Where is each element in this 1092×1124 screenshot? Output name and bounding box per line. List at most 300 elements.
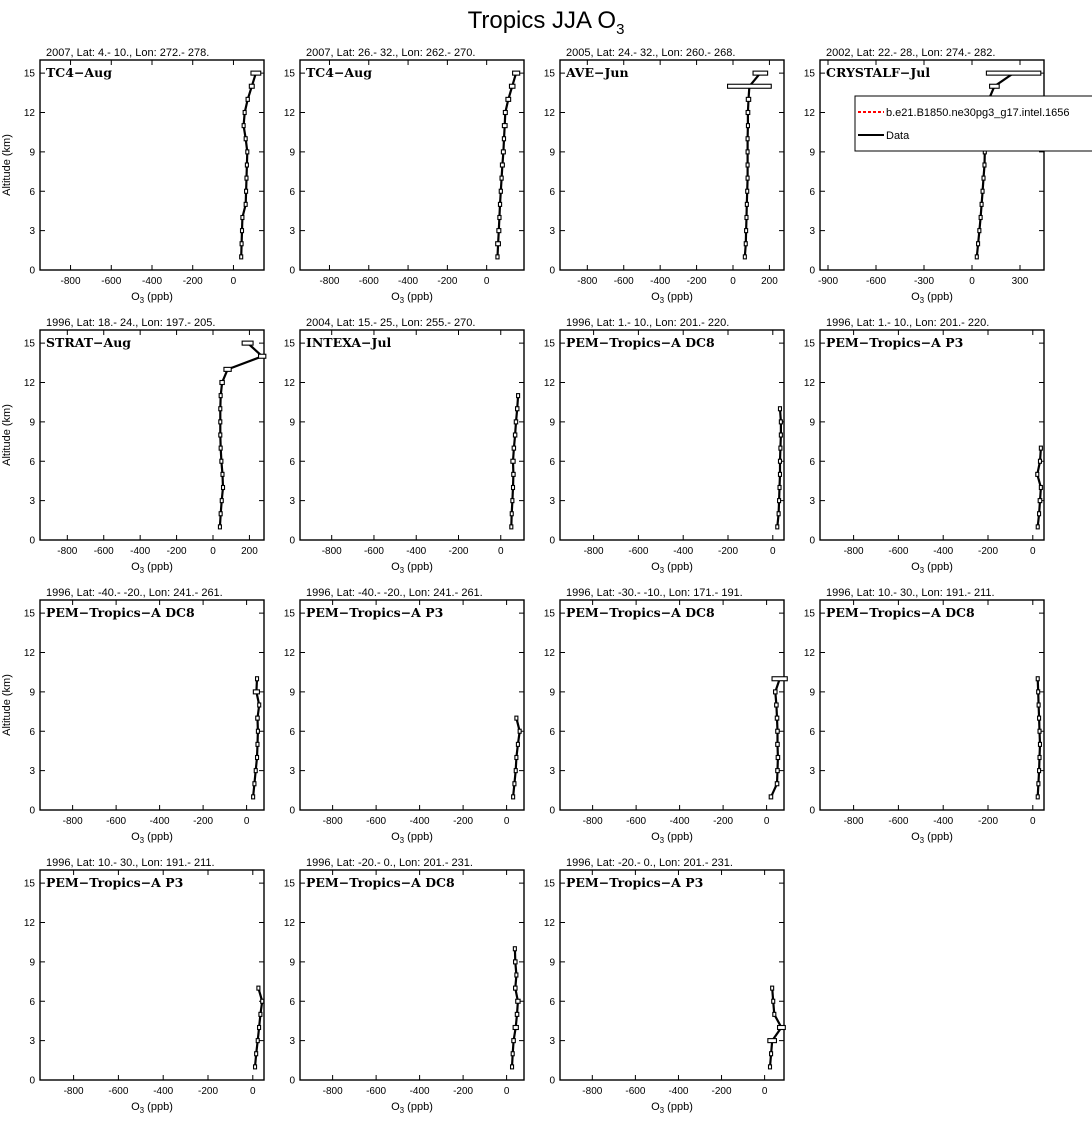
data-error-box (220, 499, 223, 503)
x-tick-label: 0 (1030, 546, 1036, 557)
y-tick-label: 3 (29, 766, 35, 778)
x-axis-title-subscript: 3 (139, 566, 145, 575)
x-axis-title (391, 291, 433, 305)
y-tick-label: 12 (23, 378, 35, 389)
y-tick-label: 0 (549, 535, 555, 547)
data-error-box (254, 769, 257, 773)
data-error-box (512, 486, 515, 490)
y-tick-label: 12 (543, 918, 555, 929)
y-tick-label: 0 (289, 805, 295, 817)
x-axis-title (911, 291, 953, 305)
x-axis-title (911, 831, 953, 845)
x-tick-label: -800 (62, 816, 83, 827)
data-error-box (219, 446, 222, 450)
x-tick-label: -200 (166, 546, 187, 557)
y-tick-label: 6 (549, 996, 555, 1008)
data-error-box (509, 84, 515, 88)
panel-3 (544, 47, 784, 305)
data-error-box (511, 1052, 514, 1056)
y-tick-label: 9 (289, 147, 295, 159)
x-tick-label: -800 (63, 1086, 84, 1097)
y-tick-label: 12 (283, 648, 295, 659)
x-axis-title-subscript: 3 (139, 1106, 145, 1115)
panel-2 (284, 47, 524, 305)
panel-13 (24, 857, 264, 1115)
data-error-box (779, 446, 782, 450)
y-tick-label: 6 (289, 186, 295, 198)
x-tick-label: -200 (182, 276, 203, 287)
x-tick-label: -800 (57, 546, 78, 557)
data-error-box (219, 433, 222, 437)
x-tick-label: -400 (673, 546, 694, 557)
x-axis-title-o: O (911, 291, 920, 303)
x-tick-label: -400 (650, 276, 671, 287)
x-axis-title-o: O (911, 561, 920, 573)
y-tick-label: 15 (543, 338, 555, 350)
data-error-box (219, 407, 222, 411)
panel-header: 1996, Lat: 10.- 30., Lon: 191.- 211. (46, 857, 215, 869)
data-error-box (977, 242, 980, 246)
data-error-box (240, 255, 243, 259)
data-error-box (1038, 459, 1041, 463)
y-tick-label: 6 (549, 456, 555, 468)
panel-header: 2007, Lat: 4.- 10., Lon: 272.- 278. (46, 47, 210, 59)
x-axis-title-o: O (131, 1101, 140, 1113)
data-error-box (244, 202, 247, 206)
data-error-box (251, 71, 261, 75)
data-error-box (983, 163, 986, 167)
y-tick-label: 12 (543, 108, 555, 119)
data-error-box (513, 71, 520, 75)
panel-header: 1996, Lat: 1.- 10., Lon: 201.- 220. (826, 317, 990, 329)
data-error-box (773, 1012, 776, 1016)
y-tick-label: 0 (29, 1075, 35, 1087)
data-error-box (256, 756, 259, 760)
data-error-box (512, 795, 515, 799)
y-tick-label: 15 (543, 68, 555, 80)
x-tick-label: -600 (101, 276, 122, 287)
panel-header: 1996, Lat: 18.- 24., Lon: 197.- 205. (46, 317, 216, 329)
x-tick-label: -800 (843, 546, 864, 557)
x-axis-title-subscript: 3 (919, 296, 925, 305)
data-error-box (746, 163, 749, 167)
data-error-box (728, 84, 772, 88)
x-axis-title (651, 291, 693, 305)
x-axis-title-o: O (651, 291, 660, 303)
data-error-box (220, 459, 223, 463)
x-axis-title-subscript: 3 (139, 836, 145, 845)
x-tick-label: 0 (770, 546, 776, 557)
x-tick-label: -600 (366, 816, 387, 827)
data-error-box (500, 163, 504, 167)
x-axis-title-units: (ppb) (664, 561, 693, 573)
panel-header: 1996, Lat: 10.- 30., Lon: 191.- 211. (826, 587, 995, 599)
x-axis-title-units: (ppb) (664, 1101, 693, 1113)
x-axis-title-subscript: 3 (399, 566, 405, 575)
data-error-box (1036, 472, 1039, 476)
y-tick-label: 3 (289, 766, 295, 778)
data-error-box (510, 512, 513, 516)
plot-frame (560, 870, 784, 1080)
data-error-box (1038, 512, 1041, 516)
panel-10 (284, 587, 524, 845)
data-error-box (221, 472, 224, 476)
y-tick-label: 9 (289, 687, 295, 699)
data-error-box (242, 341, 253, 345)
y-tick-label: 15 (23, 608, 35, 620)
y-tick-label: 0 (549, 805, 555, 817)
y-tick-label: 0 (809, 265, 815, 277)
y-tick-label: 15 (283, 878, 295, 890)
y-tick-label: 3 (809, 496, 815, 508)
data-error-box (498, 216, 501, 220)
data-error-box (770, 1052, 773, 1056)
data-profile-line (777, 409, 781, 527)
x-tick-label: -200 (453, 816, 474, 827)
panel-15 (544, 857, 785, 1115)
y-tick-label: 6 (809, 186, 815, 198)
data-error-box (776, 742, 779, 746)
x-tick-label: -400 (149, 816, 170, 827)
panel-12 (804, 587, 1044, 845)
plot-frame (820, 330, 1044, 540)
x-tick-label: -800 (322, 1086, 343, 1097)
data-error-box (778, 499, 781, 503)
campaign-label: TC4−Aug (46, 65, 112, 80)
y-tick-label: 9 (29, 147, 35, 159)
x-tick-label: -400 (409, 1086, 430, 1097)
x-axis-title-o: O (131, 561, 140, 573)
y-tick-label: 6 (29, 186, 35, 198)
panel-header: 2007, Lat: 26.- 32., Lon: 262.- 270. (306, 47, 476, 59)
data-error-box (1038, 729, 1041, 733)
data-error-box (975, 255, 978, 259)
x-tick-label: -600 (628, 546, 649, 557)
data-error-box (253, 690, 259, 694)
data-error-box (746, 137, 749, 141)
data-error-box (778, 472, 781, 476)
y-tick-label: 0 (29, 805, 35, 817)
panel-header: 1996, Lat: -40.- -20., Lon: 241.- 261. (46, 587, 223, 599)
data-error-box (514, 960, 517, 964)
y-tick-label: 9 (289, 417, 295, 429)
x-tick-label: -400 (141, 276, 163, 287)
data-error-box (496, 242, 501, 246)
data-error-box (1038, 769, 1041, 773)
data-error-box (244, 137, 247, 141)
x-axis-title-units: (ppb) (144, 561, 173, 573)
data-error-box (219, 420, 222, 424)
data-error-box (779, 433, 782, 437)
x-tick-label: -600 (358, 276, 379, 287)
y-tick-label: 12 (283, 108, 295, 119)
x-axis-title-subscript: 3 (139, 296, 145, 305)
y-tick-label: 3 (549, 496, 555, 508)
y-tick-label: 9 (809, 687, 815, 699)
panel-5 (1, 317, 266, 575)
y-tick-label: 6 (29, 456, 35, 468)
data-error-box (241, 216, 244, 220)
x-axis-title-units: (ppb) (404, 561, 433, 573)
data-error-box (774, 690, 777, 694)
x-tick-label: -200 (711, 1086, 732, 1097)
x-tick-label: -200 (437, 276, 458, 287)
data-error-box (745, 229, 748, 233)
x-tick-label: -600 (93, 546, 114, 557)
y-tick-label: 6 (809, 456, 815, 468)
data-error-box (515, 756, 518, 760)
data-error-box (516, 742, 519, 746)
y-tick-label: 15 (283, 608, 295, 620)
data-profile-line (1038, 679, 1040, 797)
data-profile-line (512, 949, 518, 1067)
data-error-box (506, 97, 511, 101)
panel-11 (544, 587, 787, 845)
x-tick-label: -600 (888, 546, 909, 557)
data-error-box (746, 111, 750, 115)
data-error-box (1038, 499, 1042, 503)
x-tick-label: -200 (193, 816, 214, 827)
data-error-box (778, 459, 781, 463)
data-error-box (243, 111, 246, 115)
x-tick-label: -800 (322, 816, 343, 827)
panel-6 (284, 317, 524, 575)
x-axis-title-units: (ppb) (924, 291, 953, 303)
x-axis-title-units: (ppb) (404, 1101, 433, 1113)
y-tick-label: 12 (23, 108, 35, 119)
data-error-box (513, 947, 516, 951)
data-error-box (1036, 677, 1039, 681)
x-tick-label: 0 (497, 546, 504, 557)
campaign-label: PEM−Tropics−A DC8 (306, 875, 455, 890)
y-tick-label: 12 (543, 378, 555, 389)
campaign-label: STRAT−Aug (46, 335, 132, 350)
data-error-box (1036, 795, 1039, 799)
data-error-box (511, 1065, 514, 1069)
y-tick-label: 3 (29, 1036, 35, 1048)
y-tick-label: 0 (289, 265, 295, 277)
x-axis-title-o: O (651, 831, 660, 843)
data-error-box (746, 189, 749, 193)
x-tick-label: -400 (130, 546, 151, 557)
x-tick-label: 0 (969, 276, 975, 287)
x-tick-label: -600 (613, 276, 634, 287)
data-error-box (753, 71, 768, 75)
x-axis-title (391, 1101, 433, 1115)
data-error-box (502, 124, 507, 128)
panel-header: 1996, Lat: -30.- -10., Lon: 171.- 191. (566, 587, 743, 599)
y-tick-label: 9 (29, 417, 35, 429)
x-axis-title-o: O (131, 831, 140, 843)
data-error-box (249, 84, 254, 88)
y-tick-label: 15 (23, 338, 35, 350)
data-error-box (981, 189, 984, 193)
data-error-box (514, 986, 517, 990)
x-tick-label: -800 (583, 546, 604, 557)
plot-frame (560, 330, 784, 540)
y-tick-label: 12 (283, 378, 295, 389)
y-tick-label: 9 (549, 147, 555, 159)
data-error-box (744, 242, 747, 246)
data-error-box (497, 229, 501, 233)
y-tick-label: 3 (289, 226, 295, 238)
x-axis-title-units: (ppb) (924, 831, 953, 843)
x-axis-title-units: (ppb) (664, 831, 693, 843)
y-tick-label: 15 (803, 338, 815, 350)
campaign-label: PEM−Tropics−A P3 (566, 875, 704, 890)
data-error-box (246, 97, 249, 101)
x-axis-title-o: O (131, 291, 140, 303)
x-axis-title (131, 1101, 173, 1115)
data-error-box (776, 756, 779, 760)
data-error-box (499, 189, 502, 193)
figure-title (468, 7, 625, 38)
figure-title-main: Tropics JJA O (467, 7, 617, 34)
panel-header: 2002, Lat: 22.- 28., Lon: 274.- 282. (826, 47, 996, 59)
plot-frame (560, 60, 784, 270)
data-error-box (256, 729, 259, 733)
y-tick-label: 9 (809, 417, 815, 429)
plot-frame (40, 60, 264, 270)
y-tick-label: 12 (23, 648, 35, 659)
data-error-box (501, 150, 505, 154)
plot-frame (300, 600, 524, 810)
x-tick-label: 0 (1030, 816, 1036, 827)
data-error-box (256, 1039, 259, 1043)
data-error-box (256, 677, 259, 681)
data-error-box (219, 394, 222, 398)
y-tick-label: 6 (809, 726, 815, 738)
plot-frame (40, 870, 264, 1080)
x-tick-label: 0 (503, 816, 510, 827)
panel-8 (804, 317, 1044, 575)
data-error-box (743, 255, 746, 259)
data-error-box (775, 716, 778, 720)
y-tick-label: 15 (23, 68, 35, 80)
y-tick-label: 3 (289, 1036, 295, 1048)
data-error-box (775, 703, 778, 707)
data-error-box (772, 677, 787, 681)
x-tick-label: -200 (717, 546, 739, 557)
x-tick-label: -800 (582, 816, 603, 827)
x-tick-label: -800 (582, 1086, 603, 1097)
panel-header: 2004, Lat: 15.- 25., Lon: 255.- 270. (306, 317, 476, 329)
x-tick-label: -200 (713, 816, 734, 827)
data-error-box (242, 124, 245, 128)
data-error-box (513, 433, 516, 437)
legend (855, 96, 1092, 151)
x-axis-title-subscript: 3 (919, 566, 925, 575)
y-tick-label: 6 (29, 726, 35, 738)
y-tick-label: 15 (23, 878, 35, 890)
x-tick-label: 0 (761, 1086, 768, 1097)
panel-1 (1, 47, 264, 305)
y-tick-label: 9 (809, 147, 815, 159)
y-tick-label: 15 (543, 608, 555, 620)
data-error-box (776, 525, 779, 529)
x-tick-label: 300 (1011, 276, 1029, 287)
legend-data-label: Data (886, 130, 910, 142)
panel-header: 1996, Lat: 1.- 10., Lon: 201.- 220. (566, 317, 730, 329)
x-tick-label: -600 (363, 546, 384, 557)
panels-grid (1, 47, 1044, 1115)
data-error-box (745, 216, 748, 220)
campaign-label: PEM−Tropics−A DC8 (566, 335, 715, 350)
x-tick-label: -400 (668, 1086, 689, 1097)
y-tick-label: 0 (29, 265, 35, 277)
campaign-label: PEM−Tropics−A P3 (826, 335, 964, 350)
x-axis-title (131, 831, 173, 845)
x-axis-title (911, 561, 953, 575)
panel-4 (804, 47, 1044, 305)
data-error-box (245, 189, 248, 193)
plot-frame (300, 870, 524, 1080)
plot-frame (300, 330, 524, 540)
data-error-box (245, 163, 248, 167)
data-profile-line (771, 679, 780, 797)
data-error-box (986, 71, 1040, 75)
y-tick-label: 12 (283, 918, 295, 929)
y-tick-label: 3 (29, 226, 35, 238)
campaign-label: PEM−Tropics−A DC8 (826, 605, 975, 620)
data-error-box (261, 999, 264, 1003)
x-tick-label: -600 (366, 1086, 387, 1097)
x-tick-label: -400 (153, 1086, 174, 1097)
panel-14 (284, 857, 524, 1115)
campaign-label: TC4−Aug (306, 65, 372, 80)
x-tick-label: 0 (250, 1086, 256, 1097)
data-error-box (512, 472, 515, 476)
data-error-box (1039, 446, 1042, 450)
x-tick-label: -200 (686, 276, 707, 287)
plot-frame (560, 600, 784, 810)
data-error-box (745, 202, 748, 206)
y-tick-label: 0 (809, 805, 815, 817)
data-error-box (778, 486, 781, 490)
campaign-label: PEM−Tropics−A P3 (46, 875, 184, 890)
data-error-box (1038, 742, 1041, 746)
x-tick-label: -600 (865, 276, 887, 287)
x-tick-label: 0 (763, 816, 770, 827)
data-error-box (496, 255, 499, 259)
panel-header: 1996, Lat: -40.- -20., Lon: 241.- 261. (306, 587, 483, 599)
x-tick-label: -300 (913, 276, 935, 287)
data-error-box (512, 1039, 515, 1043)
legend-box (855, 96, 1092, 151)
x-tick-label: -800 (321, 546, 342, 557)
x-axis-title-o: O (911, 831, 920, 843)
data-error-box (254, 1065, 257, 1069)
data-error-box (258, 1026, 261, 1030)
data-error-box (253, 782, 256, 786)
data-error-box (746, 176, 749, 180)
x-tick-label: 0 (730, 276, 736, 287)
y-tick-label: 15 (543, 878, 555, 890)
data-error-box (978, 229, 981, 233)
x-tick-label: -200 (977, 546, 999, 557)
data-error-box (746, 124, 749, 128)
x-axis-title (651, 561, 693, 575)
plot-frame (40, 330, 264, 540)
x-axis-title-o: O (391, 831, 400, 843)
x-tick-label: -200 (197, 1086, 219, 1097)
x-axis-title-units: (ppb) (664, 291, 693, 303)
data-error-box (777, 512, 780, 516)
data-error-box (498, 202, 501, 206)
data-error-box (510, 525, 513, 529)
x-axis-title-subscript: 3 (399, 1106, 405, 1115)
data-error-box (511, 459, 515, 463)
